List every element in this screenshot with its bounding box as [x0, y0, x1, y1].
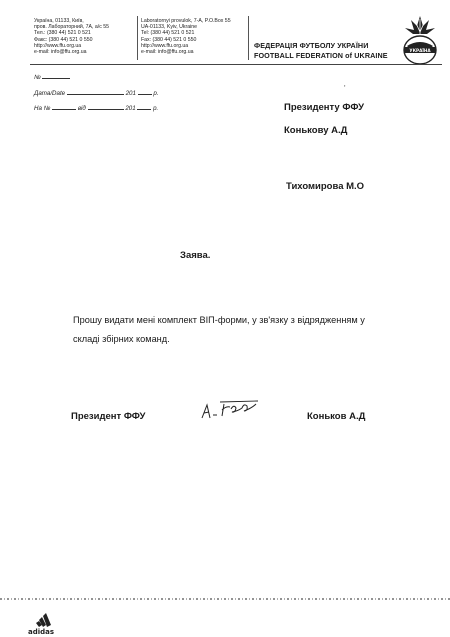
handwritten-signature [198, 396, 270, 424]
request-body [73, 311, 393, 349]
addressee-position: Президенту ФФУ [284, 102, 364, 113]
address-ua-line: Факс: (380 44) 521 0 550 [34, 36, 93, 43]
letterhead-divider [137, 16, 138, 60]
letterhead-rule [30, 64, 442, 65]
number-field [34, 73, 70, 81]
date-year-prefix: 201 [125, 90, 136, 97]
reference-label: На № [34, 105, 51, 112]
reference-year-blank [137, 104, 151, 110]
document-title: Заява. [180, 250, 211, 261]
organization-name [254, 41, 388, 61]
signatory-name: Коньков А.Д [307, 411, 366, 422]
date-year-blank [138, 89, 152, 95]
footer-brand: adidas [27, 628, 55, 635]
scan-mark: ' [344, 84, 346, 93]
ffu-emblem-icon [399, 14, 441, 66]
address-ua-line: http://www.ffu.org.ua [34, 42, 82, 49]
addressee-name: Конькову А.Д [284, 125, 348, 136]
address-en-line: Tel: (380 44) 521 0 521 [141, 30, 195, 37]
date-year-suffix: р. [153, 90, 159, 97]
number-blank [42, 73, 70, 79]
address-ua-line: Україна, 01133, Київ, [34, 18, 84, 24]
sender-name: Тихомирова М.О [286, 181, 365, 192]
letterhead-address-en [141, 18, 231, 55]
date-label: Дата/Date [34, 90, 66, 97]
request-text: Прошу видати мені комплект ВІП-форми, у зв'язку з відрядженням у складі збірних команд. [73, 315, 365, 344]
address-ua-line: Тел.: (380 44) 521 0 521 [34, 30, 91, 37]
reference-field [34, 104, 158, 112]
signatory-position: Президент ФФУ [71, 411, 146, 422]
emblem-text: УКРАЇНА [409, 48, 431, 53]
address-ua-line: e-mail: info@ffu.org.ua [34, 49, 87, 56]
date-field [34, 89, 159, 97]
org-name-ua: ФЕДЕРАЦІЯ ФУТБОЛУ УКРАЇНИ [254, 41, 369, 50]
letterhead-divider [248, 16, 249, 60]
address-en-line: Laboratornyi provulok, 7-A, P.O.Box 55 [141, 18, 231, 24]
number-label: № [34, 74, 41, 81]
reference-year-prefix: 201 [125, 105, 136, 112]
reference-from-label: від [77, 105, 86, 112]
reference-year-suffix: р. [153, 105, 159, 112]
address-en-line: Fax: (380 44) 521 0 550 [141, 36, 197, 43]
address-ua-line: пров. Лабораторний, 7А, а/с 55 [34, 24, 110, 31]
reference-blank [52, 104, 76, 110]
footer-rule [0, 598, 450, 600]
date-blank [67, 89, 124, 95]
address-en-line: e-mail: info@ffu.org.ua [141, 49, 194, 56]
address-en-line: UA-01133, Kyiv, Ukraine [141, 24, 198, 31]
letterhead-address-ua [34, 18, 109, 55]
reference-date-blank [88, 104, 124, 110]
adidas-logo-icon [24, 609, 58, 635]
org-name-en: FOOTBALL FEDERATION of UKRAINE [254, 51, 388, 60]
address-en-line: http://www.ffu.org.ua [141, 42, 189, 49]
